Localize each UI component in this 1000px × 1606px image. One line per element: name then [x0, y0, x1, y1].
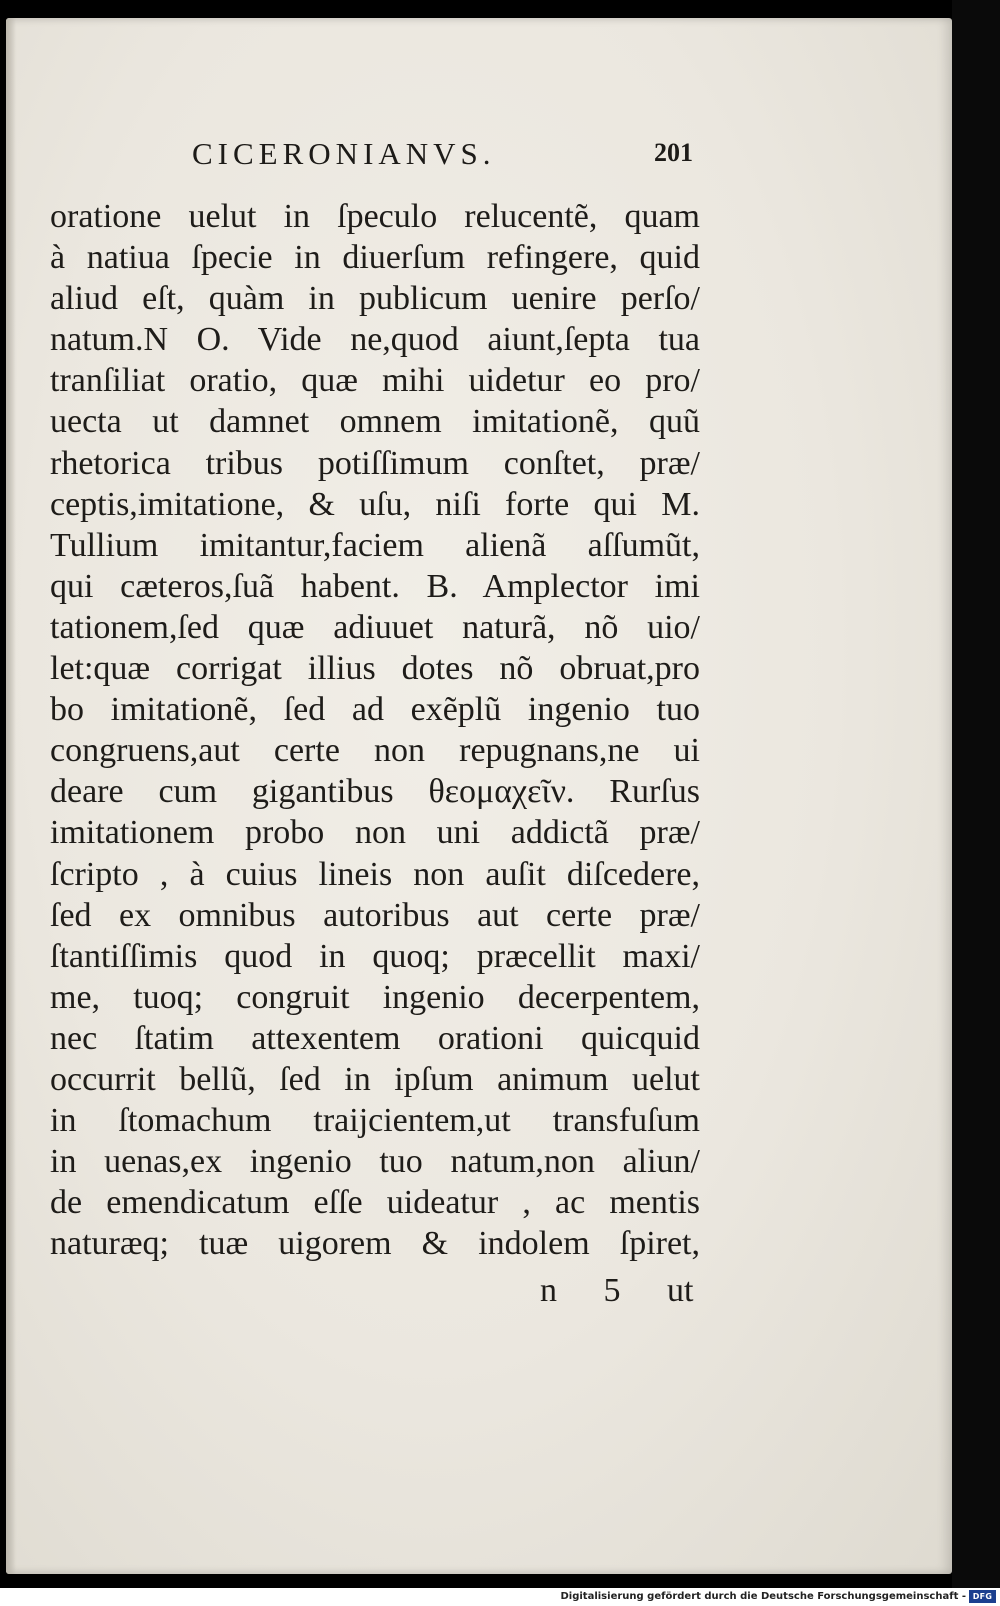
text-line: ſcripto , à cuius lineis non auſit diſcedere,	[50, 855, 700, 893]
text-line: de emendicatum eſſe uideatur , ac mentis	[50, 1184, 700, 1222]
text-block	[50, 196, 700, 1264]
footer-credit: Digitalisierung gefördert durch die Deutsche Forschungsgemeinschaft -	[560, 1591, 966, 1602]
page-number: 201	[654, 138, 693, 167]
text-line: ſtantiſſimis quod in quoq; præcellit maxi/	[50, 937, 700, 975]
book-page	[6, 18, 952, 1574]
text-line: in uenas,ex ingenio tuo natum,non aliun/	[50, 1143, 700, 1181]
text-line: me, tuoq; congruit ingenio decerpentem,	[50, 978, 700, 1016]
text-line: occurrit bellũ, ſed in ipſum animum uelut	[50, 1060, 700, 1098]
running-head: CICERONIANVS.	[192, 136, 496, 171]
text-line: tationem,ſed quæ adiuuet naturã, nõ uio/	[50, 608, 700, 646]
text-line: Tullium imitantur,faciem alienã aſſumũt,	[50, 526, 700, 564]
signature-catchword: n 5 ut	[540, 1272, 694, 1309]
text-line: uecta ut damnet omnem imitationẽ, quũ	[50, 403, 700, 441]
text-line: natum.N O. Vide ne,quod aiunt,ſepta tua	[50, 321, 700, 359]
text-line: à natiua ſpecie in diuerſum refingere, quid	[50, 239, 700, 277]
text-line: naturæq; tuæ uigorem & indolem ſpiret,	[50, 1225, 700, 1263]
page-edge-shadow	[6, 18, 16, 1574]
text-line: imitationem probo non uni addictã præ/	[50, 814, 700, 852]
text-line: oratione uelut in ſpeculo relucentẽ, quam	[50, 198, 700, 235]
text-line: ceptis,imitatione, & uſu, niſi forte qui M.	[50, 485, 700, 523]
text-line: let:quæ corrigat illius dotes nõ obruat,pro	[50, 650, 700, 688]
dfg-logo: DFG	[969, 1590, 996, 1603]
text-line: deare cum gigantibus θεομαχεῖν. Rurſus	[50, 773, 700, 811]
text-line: ſed ex omnibus autoribus aut certe præ/	[50, 896, 700, 934]
text-line: qui cæteros,ſuã habent. B. Amplector imi	[50, 567, 700, 605]
scan-margin	[952, 0, 1000, 1606]
text-line: tranſiliat oratio, quæ mihi uidetur eo pro/	[50, 362, 700, 400]
text-line: in ſtomachum traijcientem,ut transfuſum	[50, 1102, 700, 1140]
text-line: aliud eſt, quàm in publicum uenire perſo/	[50, 280, 700, 318]
text-line: bo imitationẽ, ſed ad exẽplũ ingenio tuo	[50, 691, 700, 729]
text-line: nec ſtatim attexentem orationi quicquid	[50, 1019, 700, 1057]
text-line: rhetorica tribus potiſſimum conſtet, præ/	[50, 444, 700, 482]
text-line: congruens,aut certe non repugnans,ne ui	[50, 732, 700, 770]
